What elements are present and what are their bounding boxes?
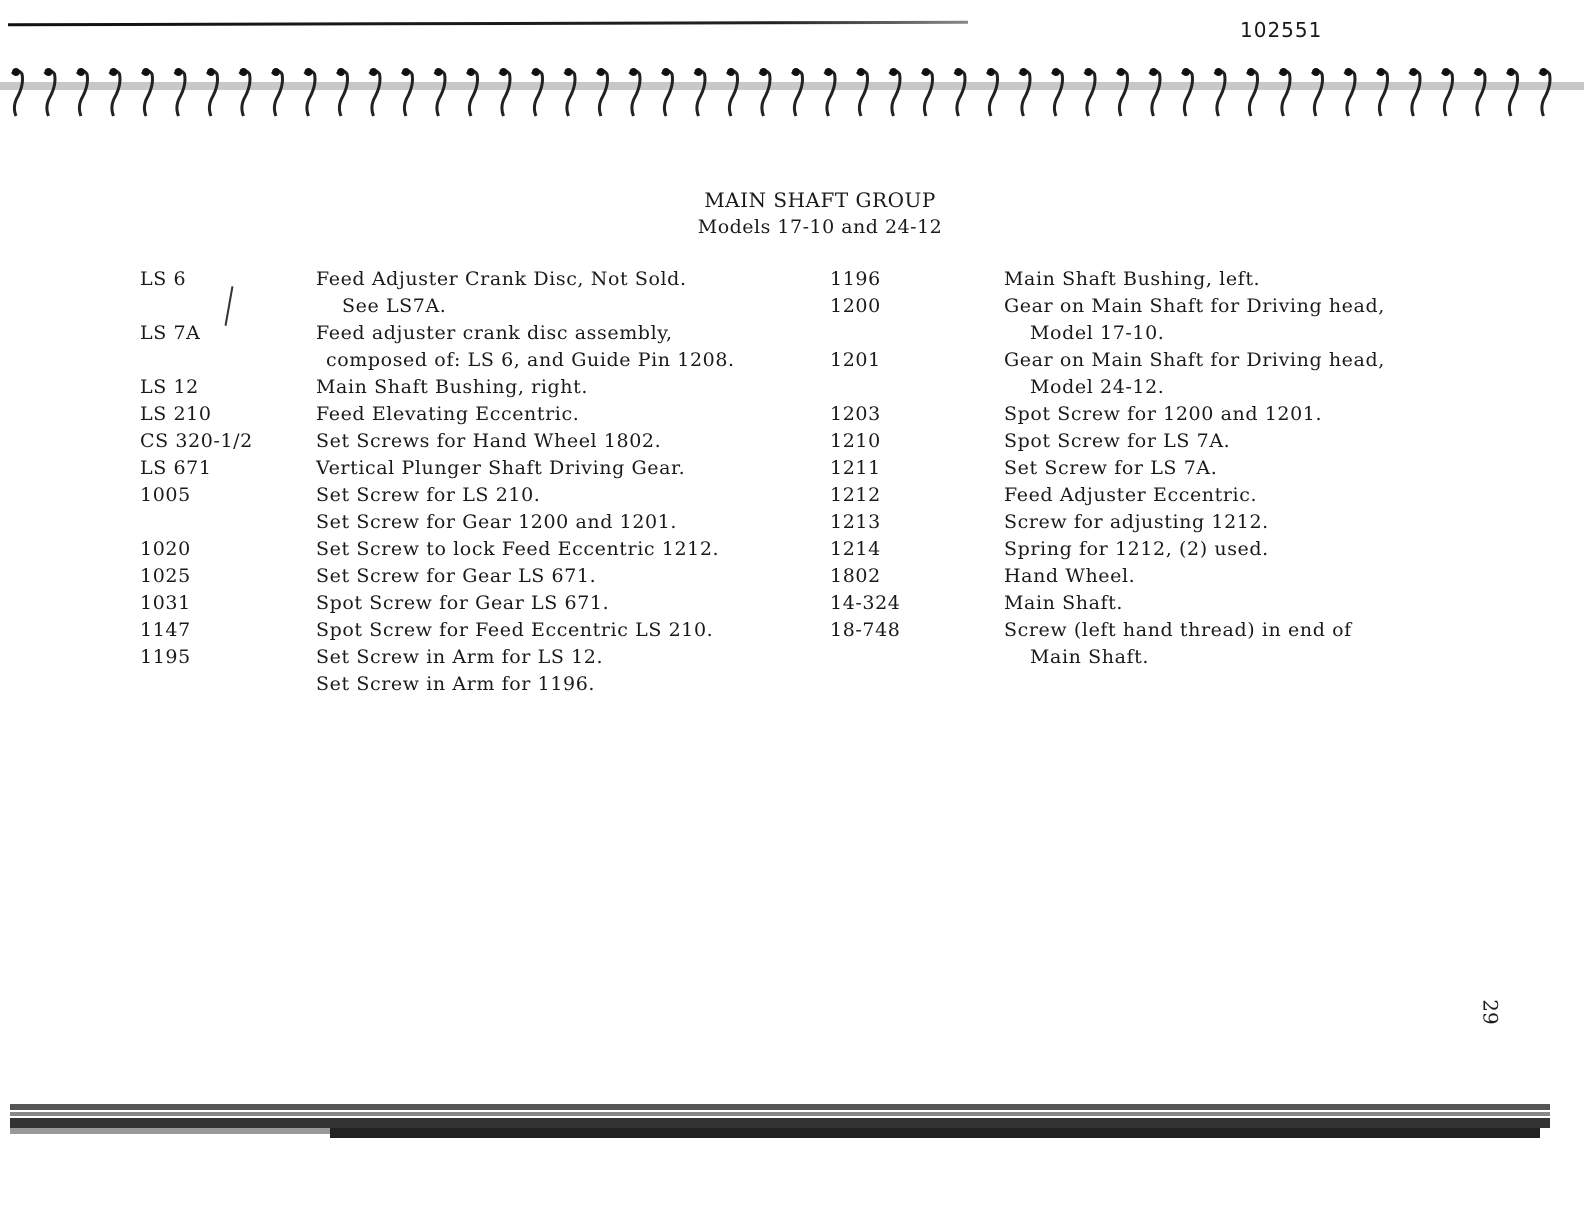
binding-hole — [727, 68, 735, 76]
binding-hole — [467, 68, 475, 76]
left-part-descriptions — [316, 266, 735, 698]
binding-hole — [532, 68, 540, 76]
binding-hole — [922, 68, 930, 76]
left-part-numbers — [140, 266, 253, 698]
binding-ring — [1475, 71, 1486, 116]
binding-hole — [597, 68, 605, 76]
right-part-description: Model 17-10. — [1030, 322, 1165, 344]
binding-hole — [695, 68, 703, 76]
binding-hole — [1117, 68, 1125, 76]
left-part-description: Main Shaft Bushing, right. — [316, 376, 588, 398]
binding-ring — [1540, 71, 1551, 116]
binding-hole — [207, 68, 215, 76]
binding-ring — [565, 71, 576, 116]
binding-ring — [727, 71, 738, 116]
right-part-description: Set Screw for LS 7A. — [1004, 457, 1218, 479]
right-part-number — [830, 644, 900, 671]
binding-wire — [0, 82, 1584, 90]
binding-hole — [1247, 68, 1255, 76]
left-part-number: LS 12 — [140, 376, 199, 398]
binding-ring — [760, 71, 771, 116]
right-part-description: Gear on Main Shaft for Driving head, — [1004, 295, 1385, 317]
right-part-number — [830, 374, 900, 401]
binding-hole — [1345, 68, 1353, 76]
binding-hole — [110, 68, 118, 76]
right-part-number: 1210 — [830, 430, 881, 452]
binding-ring — [305, 71, 316, 116]
binding-hole — [370, 68, 378, 76]
binding-ring — [402, 71, 413, 116]
left-part-description: composed of: LS 6, and Guide Pin 1208. — [326, 349, 735, 371]
right-part-number: 14-324 — [830, 592, 901, 614]
left-part-number — [140, 293, 253, 320]
right-part-description: Spot Screw for 1200 and 1201. — [1004, 403, 1323, 425]
binding-hole — [1507, 68, 1515, 76]
right-part-description: Spot Screw for LS 7A. — [1004, 430, 1231, 452]
left-part-description: Feed Elevating Eccentric. — [316, 403, 580, 425]
binding-hole — [662, 68, 670, 76]
binding-hole — [45, 68, 53, 76]
binding-ring — [695, 71, 706, 116]
binding-ring — [1442, 71, 1453, 116]
left-part-description: Set Screw to lock Feed Eccentric 1212. — [316, 538, 720, 560]
left-part-number: 1020 — [140, 538, 191, 560]
right-part-description: Main Shaft. — [1030, 646, 1150, 668]
right-part-number: 1212 — [830, 484, 881, 506]
binding-ring — [890, 71, 901, 116]
binding-hole — [630, 68, 638, 76]
left-part-description: Set Screw for Gear 1200 and 1201. — [316, 511, 678, 533]
binding-hole — [1052, 68, 1060, 76]
binding-ring — [435, 71, 446, 116]
binding-hole — [1442, 68, 1450, 76]
binding-hole — [305, 68, 313, 76]
left-part-description: Feed Adjuster Crank Disc, Not Sold. — [316, 268, 687, 290]
spiral-binding — [0, 60, 1584, 130]
binding-hole — [175, 68, 183, 76]
binding-ring — [272, 71, 283, 116]
binding-ring — [532, 71, 543, 116]
binding-ring — [207, 71, 218, 116]
binding-ring — [500, 71, 511, 116]
binding-ring — [1117, 71, 1128, 116]
binding-ring — [1085, 71, 1096, 116]
binding-ring — [1280, 71, 1291, 116]
page-title: MAIN SHAFT GROUP — [704, 188, 936, 212]
right-part-description: Spring for 1212, (2) used. — [1004, 538, 1269, 560]
binding-ring — [77, 71, 88, 116]
left-part-number — [140, 509, 253, 536]
left-part-number: 1025 — [140, 565, 191, 587]
binding-ring — [175, 71, 186, 116]
binding-hole — [1182, 68, 1190, 76]
binding-ring — [337, 71, 348, 116]
left-part-number: 1005 — [140, 484, 191, 506]
right-part-number: 1200 — [830, 295, 881, 317]
right-part-description: Main Shaft Bushing, left. — [1004, 268, 1261, 290]
binding-hole — [435, 68, 443, 76]
right-part-number: 1201 — [830, 349, 881, 371]
binding-ring — [825, 71, 836, 116]
right-part-number: 1196 — [830, 268, 881, 290]
binding-ring — [630, 71, 641, 116]
left-part-number: CS 320-1/2 — [140, 430, 253, 452]
right-part-description: Model 24-12. — [1030, 376, 1165, 398]
binding-hole — [792, 68, 800, 76]
left-part-number: 1147 — [140, 619, 191, 641]
left-part-number: 1031 — [140, 592, 191, 614]
binding-hole — [1475, 68, 1483, 76]
binding-ring — [1410, 71, 1421, 116]
left-part-number: LS 210 — [140, 403, 212, 425]
right-part-number — [830, 320, 900, 347]
binding-ring — [142, 71, 153, 116]
binding-ring — [662, 71, 673, 116]
left-part-description: Spot Screw for Feed Eccentric LS 210. — [316, 619, 714, 641]
binding-ring — [370, 71, 381, 116]
left-part-description: Vertical Plunger Shaft Driving Gear. — [316, 457, 686, 479]
binding-ring — [1247, 71, 1258, 116]
binding-ring — [987, 71, 998, 116]
binding-ring — [1215, 71, 1226, 116]
binding-ring — [467, 71, 478, 116]
binding-hole — [1312, 68, 1320, 76]
left-part-number: LS 671 — [140, 457, 212, 479]
binding-hole — [825, 68, 833, 76]
binding-hole — [1280, 68, 1288, 76]
binding-ring — [1312, 71, 1323, 116]
binding-hole — [1377, 68, 1385, 76]
left-part-number — [140, 671, 253, 698]
binding-hole — [1540, 68, 1548, 76]
binding-hole — [500, 68, 508, 76]
right-part-description: Hand Wheel. — [1004, 565, 1136, 587]
binding-hole — [955, 68, 963, 76]
binding-ring — [1150, 71, 1161, 116]
left-part-description: See LS7A. — [342, 295, 447, 317]
binding-ring — [1345, 71, 1356, 116]
left-part-number: LS 7A — [140, 322, 201, 344]
binding-ring — [1182, 71, 1193, 116]
left-part-number — [140, 347, 253, 374]
right-part-number: 1213 — [830, 511, 881, 533]
right-part-descriptions — [1004, 266, 1385, 671]
binding-hole — [1215, 68, 1223, 76]
binding-hole — [337, 68, 345, 76]
left-part-number: LS 6 — [140, 268, 187, 290]
binding-ring — [792, 71, 803, 116]
binding-hole — [1020, 68, 1028, 76]
binding-hole — [857, 68, 865, 76]
binding-ring — [1377, 71, 1388, 116]
right-part-description: Feed Adjuster Eccentric. — [1004, 484, 1258, 506]
binding-hole — [142, 68, 150, 76]
page-number: 29 — [1478, 999, 1503, 1025]
binding-hole — [77, 68, 85, 76]
left-part-description: Set Screw for LS 210. — [316, 484, 541, 506]
binding-hole — [1410, 68, 1418, 76]
binding-hole — [1085, 68, 1093, 76]
binding-hole — [565, 68, 573, 76]
right-part-description: Screw (left hand thread) in end of — [1004, 619, 1352, 641]
binding-ring — [857, 71, 868, 116]
binding-ring — [922, 71, 933, 116]
top-rule — [8, 21, 968, 27]
binding-ring — [45, 71, 56, 116]
right-part-description: Gear on Main Shaft for Driving head, — [1004, 349, 1385, 371]
left-part-number: 1195 — [140, 646, 191, 668]
binding-ring — [12, 71, 23, 116]
binding-ring — [1020, 71, 1031, 116]
left-part-description: Feed adjuster crank disc assembly, — [316, 322, 673, 344]
binding-hole — [272, 68, 280, 76]
right-part-number: 1802 — [830, 565, 881, 587]
binding-ring — [240, 71, 251, 116]
page-subtitle: Models 17-10 and 24-12 — [697, 216, 943, 238]
title-block — [600, 188, 1040, 238]
binding-hole — [402, 68, 410, 76]
binding-hole — [12, 68, 20, 76]
right-part-number: 1203 — [830, 403, 881, 425]
right-part-number: 1214 — [830, 538, 881, 560]
binding-ring — [597, 71, 608, 116]
binding-ring — [1507, 71, 1518, 116]
left-part-description: Set Screw in Arm for LS 12. — [316, 646, 604, 668]
left-part-description: Set Screw in Arm for 1196. — [316, 673, 596, 695]
bottom-edge-band — [10, 1100, 1550, 1142]
left-part-description: Spot Screw for Gear LS 671. — [316, 592, 610, 614]
right-part-description: Screw for adjusting 1212. — [1004, 511, 1269, 533]
binding-ring — [955, 71, 966, 116]
right-part-number: 18-748 — [830, 619, 901, 641]
binding-hole — [240, 68, 248, 76]
binding-hole — [890, 68, 898, 76]
document-number: 102551 — [1240, 18, 1323, 42]
right-part-number: 1211 — [830, 457, 881, 479]
right-part-numbers — [830, 266, 900, 671]
binding-hole — [987, 68, 995, 76]
binding-hole — [1150, 68, 1158, 76]
binding-ring — [110, 71, 121, 116]
binding-ring — [1052, 71, 1063, 116]
right-part-description: Main Shaft. — [1004, 592, 1124, 614]
left-part-description: Set Screws for Hand Wheel 1802. — [316, 430, 662, 452]
left-part-description: Set Screw for Gear LS 671. — [316, 565, 597, 587]
binding-hole — [760, 68, 768, 76]
